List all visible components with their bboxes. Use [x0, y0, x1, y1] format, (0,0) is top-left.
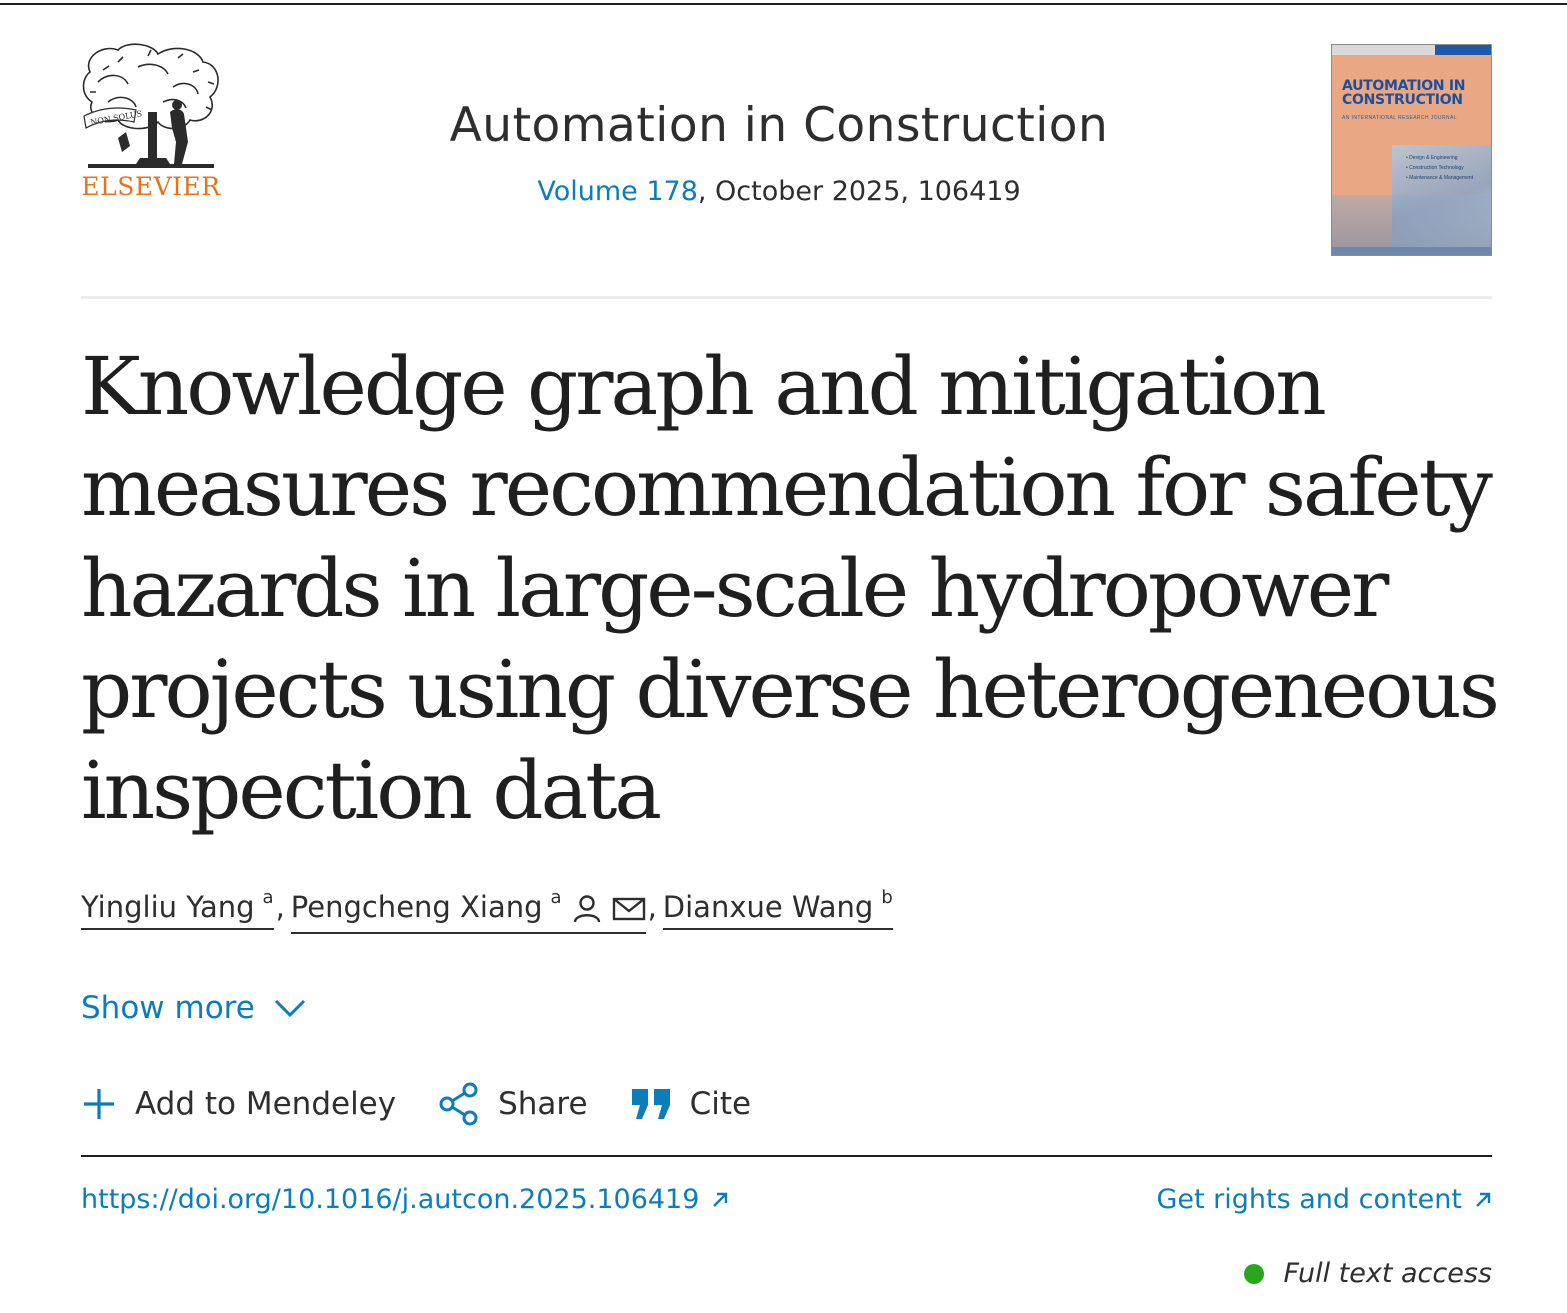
- add-to-mendeley-button[interactable]: [81, 1086, 396, 1122]
- cover-bullet: • Maintenance & Management: [1406, 175, 1474, 181]
- access-status: [1244, 1258, 1492, 1289]
- author-name: Yingliu Yang: [81, 890, 255, 924]
- volume-link[interactable]: Volume 178: [537, 176, 698, 207]
- journal-title[interactable]: Automation in Construction: [449, 98, 1109, 153]
- share-button[interactable]: [438, 1082, 587, 1126]
- author-link[interactable]: [662, 887, 893, 930]
- cover-photo-lower: [1332, 195, 1492, 255]
- cover-footer-band: [1332, 247, 1491, 255]
- external-link-icon: [1474, 1191, 1492, 1209]
- author-name: Pengcheng Xiang: [290, 890, 543, 924]
- cover-bullet: • Construction Technology: [1406, 165, 1464, 171]
- cite-button[interactable]: [630, 1086, 752, 1122]
- cover-subtitle: AN INTERNATIONAL RESEARCH JOURNAL: [1342, 115, 1457, 121]
- author-affiliation: a: [262, 887, 274, 908]
- article-actions: [81, 1082, 793, 1126]
- cover-bullets: [1406, 153, 1486, 183]
- rights-text: Get rights and content: [1156, 1184, 1462, 1215]
- author-separator: ,: [275, 890, 285, 924]
- share-icon: [438, 1082, 480, 1126]
- cover-blue-tab: [1435, 45, 1491, 55]
- author-affiliation: b: [881, 887, 893, 908]
- elsevier-logo[interactable]: [78, 42, 224, 204]
- author-name: Dianxue Wang: [662, 890, 874, 924]
- cover-title-line1: AUTOMATION IN: [1342, 78, 1466, 94]
- show-more-label: Show more: [81, 990, 255, 1026]
- quote-icon: [630, 1087, 672, 1121]
- cover-bullet: • Design & Engineering: [1406, 155, 1458, 161]
- journal-cover[interactable]: [1331, 44, 1492, 256]
- doi-text: https://doi.org/10.1016/j.autcon.2025.106419: [81, 1184, 700, 1215]
- top-rule: [0, 3, 1567, 5]
- author-link[interactable]: [290, 887, 646, 934]
- cite-label: Cite: [689, 1086, 752, 1122]
- chevron-down-icon: [273, 997, 307, 1019]
- rights-link[interactable]: [1156, 1184, 1492, 1215]
- author-affiliation: a: [550, 887, 562, 908]
- author-separator: ,: [647, 890, 657, 924]
- show-more-button[interactable]: [81, 990, 307, 1026]
- doi-link[interactable]: [81, 1184, 729, 1215]
- access-dot-icon: [1244, 1264, 1264, 1284]
- actions-divider: [81, 1155, 1492, 1157]
- access-label: Full text access: [1283, 1258, 1492, 1289]
- cover-title: [1342, 79, 1488, 107]
- logo-motto: NON SOLUS: [89, 109, 143, 128]
- article-title: Knowledge graph and mitigation measures recommendation for safety hazards in large-scale hydropower projects using diverse heterogeneous inspection data: [81, 340, 1497, 837]
- cover-title-line2: CONSTRUCTION: [1342, 92, 1463, 108]
- issue-details: , October 2025, 106419: [697, 176, 1021, 207]
- person-icon: [572, 890, 602, 928]
- envelope-icon: [612, 890, 646, 928]
- plus-icon: [81, 1086, 117, 1122]
- mendeley-label: Add to Mendeley: [135, 1086, 397, 1122]
- issue-line: [420, 176, 1138, 207]
- external-link-icon: [711, 1191, 729, 1209]
- tree-logo-icon: [78, 42, 224, 170]
- header-divider: [81, 296, 1492, 299]
- author-link[interactable]: [81, 887, 274, 930]
- author-list: [81, 887, 893, 942]
- share-label: Share: [498, 1086, 588, 1122]
- elsevier-wordmark: ELSEVIER: [81, 172, 221, 201]
